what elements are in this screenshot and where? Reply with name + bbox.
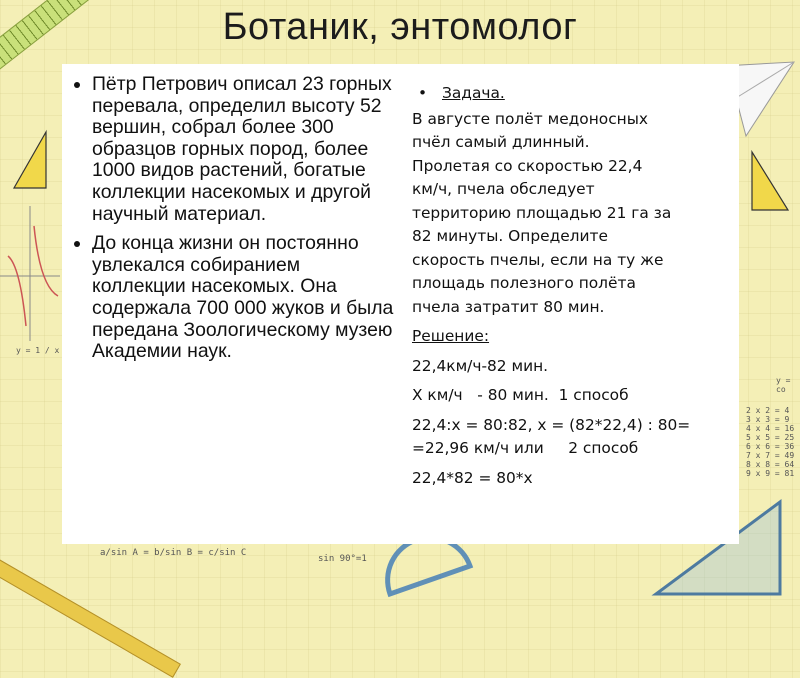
mult-row: 2 x 2 = 4: [746, 406, 790, 415]
mult-row: 7 x 7 = 49: [746, 451, 795, 460]
task-line: 82 минуты. Определите: [412, 227, 608, 245]
task-line: скорость пчелы, если на ту же: [412, 250, 664, 269]
biography-list: [66, 74, 394, 363]
formula-sin90: sin 90°=1: [318, 554, 367, 564]
task-line: пчела затратит 80 мин.: [412, 297, 605, 316]
pencil-decoration: [0, 548, 181, 678]
task-line: площадь полезного полёта: [412, 274, 636, 292]
solution-heading: Решение:: [412, 327, 490, 345]
solution-line: =22,96 км/ч или 2 способ: [412, 439, 639, 457]
mult-row: 9 x 9 = 81: [746, 469, 795, 478]
task-line: территорию площадью 21 га за: [412, 203, 672, 222]
formula-y-inverse: y = 1 / x: [16, 346, 60, 355]
triangle-left-decoration: [8, 128, 60, 196]
task-line: км/ч, пчела обследует: [412, 180, 595, 198]
solution-line: 22,4*82 = 80*x: [412, 468, 533, 487]
solution-line: 22,4:x = 80:82, x = (82*22,4) : 80=: [412, 415, 691, 434]
task-line: Пролетая со скоростью 22,4: [412, 156, 643, 175]
hyperbola-graph-decoration: [0, 206, 60, 346]
content-panel: [62, 64, 739, 544]
biography-bullet: • До конца жизни он постоянно увлекался собиранием коллекции насекомых. Она содержала 700 000 жуков и была передана Зоологическому музею Академии наук.: [92, 233, 394, 363]
solution-line: 22,4км/ч-82 мин.: [412, 356, 549, 375]
task-heading-row: [410, 82, 738, 106]
formula-y-co: y = co: [776, 376, 791, 394]
formula-sine-law: a/sin A = b/sin B = c/sin C: [100, 548, 247, 558]
mult-row: 3 x 3 = 9: [746, 415, 790, 424]
slide-title: Ботаник, энтомолог: [222, 6, 578, 48]
mult-row: 5 x 5 = 25: [746, 433, 795, 442]
task-heading: Задача.: [442, 84, 505, 102]
task-line: В августе полёт медоносных: [412, 109, 648, 128]
solution-line: Х км/ч - 80 мин. 1 способ: [412, 386, 629, 404]
task-column: [412, 82, 738, 490]
mult-row: 6 x 6 = 36: [746, 442, 795, 451]
biography-bullet: • Пётр Петрович описал 23 горных перевала, определил высоту 52 вершин, собрал более 300 образцов горных пород, более 1000 видов растений, богатые коллекции насекомых и другой научный материал.: [92, 74, 394, 225]
mult-row: 4 x 4 = 16: [746, 424, 795, 433]
mult-row: 8 x 8 = 64: [746, 460, 795, 469]
task-line: пчёл самый длинный.: [412, 133, 590, 151]
multiplication-table: [746, 406, 794, 478]
biography-column: [66, 74, 394, 371]
triangle-right-decoration: [744, 148, 796, 218]
